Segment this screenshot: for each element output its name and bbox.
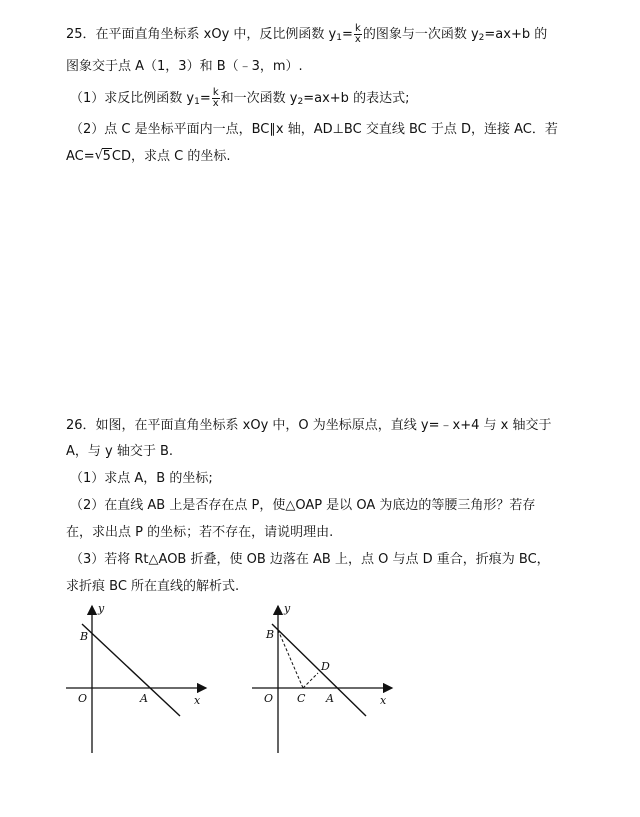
label-x: x (380, 694, 387, 707)
q25-part2-line1: （2）点 C 是坐标平面内一点，BC∥x 轴，AD⊥BC 交直线 BC 于点 D，连接 AC．若 (70, 122, 558, 137)
q26-part2-line1: （2）在直线 AB 上是否存在点 P，使△OAP 是以 OA 为底边的等腰三角形？若存 (70, 498, 536, 513)
q25-part1-equals: = (199, 91, 211, 106)
q25-part1-subscript-1: 1 (194, 97, 200, 107)
part1-fraction-numerator: k (212, 87, 219, 98)
q26-line1: 26．如图，在平面直角坐标系 xOy 中，O 为坐标原点，直线 y=﹣x+4 与 x 轴交于 (66, 418, 552, 433)
fold-bc (278, 630, 303, 688)
q25-subscript-2: 2 (478, 33, 485, 43)
q25-equals: = (342, 27, 353, 42)
q25-part1-text-b: 和一次函数 y (220, 91, 298, 106)
figure-2 (246, 598, 406, 758)
segment-cd (303, 673, 318, 688)
label-y: y (98, 602, 105, 615)
radicand: 5 (102, 149, 111, 164)
line-ab (272, 624, 366, 716)
q26-part3-line1: （3）若将 Rt△AOB 折叠，使 OB 边落在 AB 上，点 O 与点 D 重合，折痕为 BC， (70, 552, 550, 567)
q25-part2-post: CD，求点 C 的坐标. (111, 149, 231, 164)
fraction-numerator: k (354, 23, 361, 34)
q25-subscript-1: 1 (336, 33, 342, 43)
label-x: x (194, 694, 201, 707)
label-o: O (78, 692, 88, 705)
part1-fraction-k-over-x (212, 88, 220, 109)
label-b: B (266, 628, 275, 641)
fraction-k-over-x (354, 24, 362, 45)
label-d: D (321, 660, 330, 673)
q25-line1 (66, 24, 547, 47)
q26-line2: A，与 y 轴交于 B. (66, 444, 174, 459)
label-a: A (326, 692, 334, 705)
part1-fraction-denominator: x (212, 98, 219, 109)
label-b: B (80, 630, 89, 643)
sqrt-5 (95, 148, 112, 166)
q26-part1: （1）求点 A，B 的坐标; (70, 471, 213, 486)
q25-part2-pre: AC= (66, 149, 95, 164)
label-c: C (297, 692, 306, 705)
q25-text-c: =ax+b 的 (484, 27, 548, 42)
q25-part1-text-a: （1）求反比例函数 y (70, 91, 195, 106)
label-a: A (140, 692, 148, 705)
q25-line2: 图象交于点 A（1，3）和 B（﹣3，m）. (66, 59, 303, 74)
q25-part1-subscript-2: 2 (297, 97, 304, 107)
q25-text-b: 的图象与一次函数 y (362, 27, 479, 42)
q25-part1-text-c: =ax+b 的表达式; (303, 91, 410, 106)
q25-text-a: 25．在平面直角坐标系 xOy 中，反比例函数 y (66, 27, 337, 42)
label-y: y (284, 602, 291, 615)
q25-part1 (70, 88, 409, 111)
q26-part2-line2: 在，求出点 P 的坐标；若不存在，请说明理由. (66, 525, 334, 540)
radical-sign: √ (94, 148, 103, 163)
q26-part3-line2: 求折痕 BC 所在直线的解析式. (66, 579, 240, 594)
line-ab (82, 624, 180, 716)
figure-1 (60, 598, 220, 758)
fraction-denominator: x (354, 34, 361, 45)
label-o: O (264, 692, 274, 705)
q25-part2-line2 (66, 148, 230, 166)
